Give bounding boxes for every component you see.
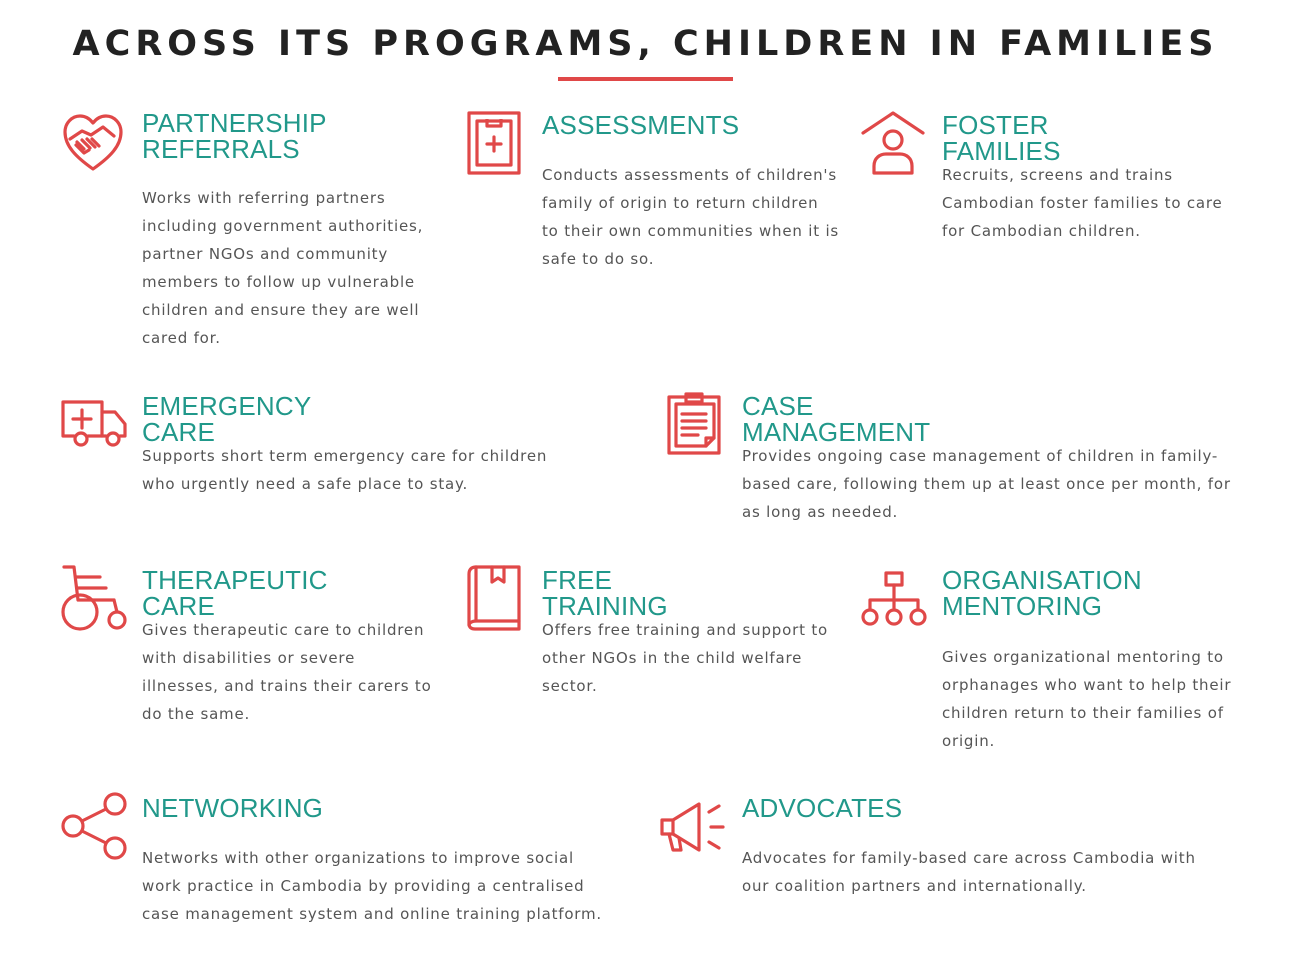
service-description: Conducts assessments of children's family of origin to return children to their own communities when it is safe to do so. xyxy=(542,166,840,268)
page-title: ACROSS ITS PROGRAMS, CHILDREN IN FAMILIES xyxy=(72,24,1219,64)
house-person-icon xyxy=(860,110,926,176)
ambulance-icon xyxy=(60,398,128,450)
handshake-heart-icon xyxy=(62,112,124,174)
service-title: NETWORKING xyxy=(142,793,324,823)
service-description: Gives therapeutic care to children with disabilities or severe illnesses, and trains their carers to do the same. xyxy=(142,621,432,723)
title-underline xyxy=(558,77,733,81)
service-description: Gives organizational mentoring to orphanages who want to help their children return to their families of origin. xyxy=(942,648,1232,750)
service-title-line: MENTORING xyxy=(942,591,1103,621)
service-description: Recruits, screens and trains Cambodian foster families to care for Cambodian children. xyxy=(942,166,1223,240)
wheelchair-icon xyxy=(60,564,128,632)
service-title: EMERGENCY CARE xyxy=(142,391,311,447)
service-title: ASSESSMENTS xyxy=(542,110,740,140)
megaphone-icon xyxy=(659,800,727,856)
service-title-line: ORGANISATION xyxy=(942,565,1142,595)
service-description: Networks with other organizations to improve social work practice in Cambodia by providing a centralised case management system and online training platform. xyxy=(142,849,602,923)
network-share-icon xyxy=(60,792,128,860)
org-chart-icon xyxy=(861,570,927,628)
service-description: Offers free training and support to other NGOs in the child welfare sector. xyxy=(542,621,828,695)
service-description: Advocates for family-based care across Cambodia with our coalition partners and internationally. xyxy=(742,849,1196,895)
book-icon xyxy=(466,564,522,632)
service-title: FOSTER FAMILIES xyxy=(942,110,1061,166)
service-title: CASE MANAGEMENT xyxy=(742,391,931,447)
medical-clipboard-icon xyxy=(466,110,522,176)
service-title: ADVOCATES xyxy=(742,793,903,823)
service-description: Provides ongoing case management of children in family-based care, following them up at least once per month, for as long as needed. xyxy=(742,447,1231,521)
service-title: THERAPEUTIC CARE xyxy=(142,565,328,621)
clipboard-document-icon xyxy=(666,390,722,456)
service-title: FREE TRAINING xyxy=(542,565,668,621)
service-description: Supports short term emergency care for children who urgently need a safe place to stay. xyxy=(142,447,548,493)
service-description: Works with referring partners including government authorities, partner NGOs and community members to follow up vulnerable children and ensure they are well cared for. xyxy=(142,189,424,347)
service-title xyxy=(942,567,1142,619)
service-title xyxy=(142,110,327,162)
service-title-line: PARTNERSHIP xyxy=(142,108,327,138)
service-title-line: REFERRALS xyxy=(142,134,300,164)
